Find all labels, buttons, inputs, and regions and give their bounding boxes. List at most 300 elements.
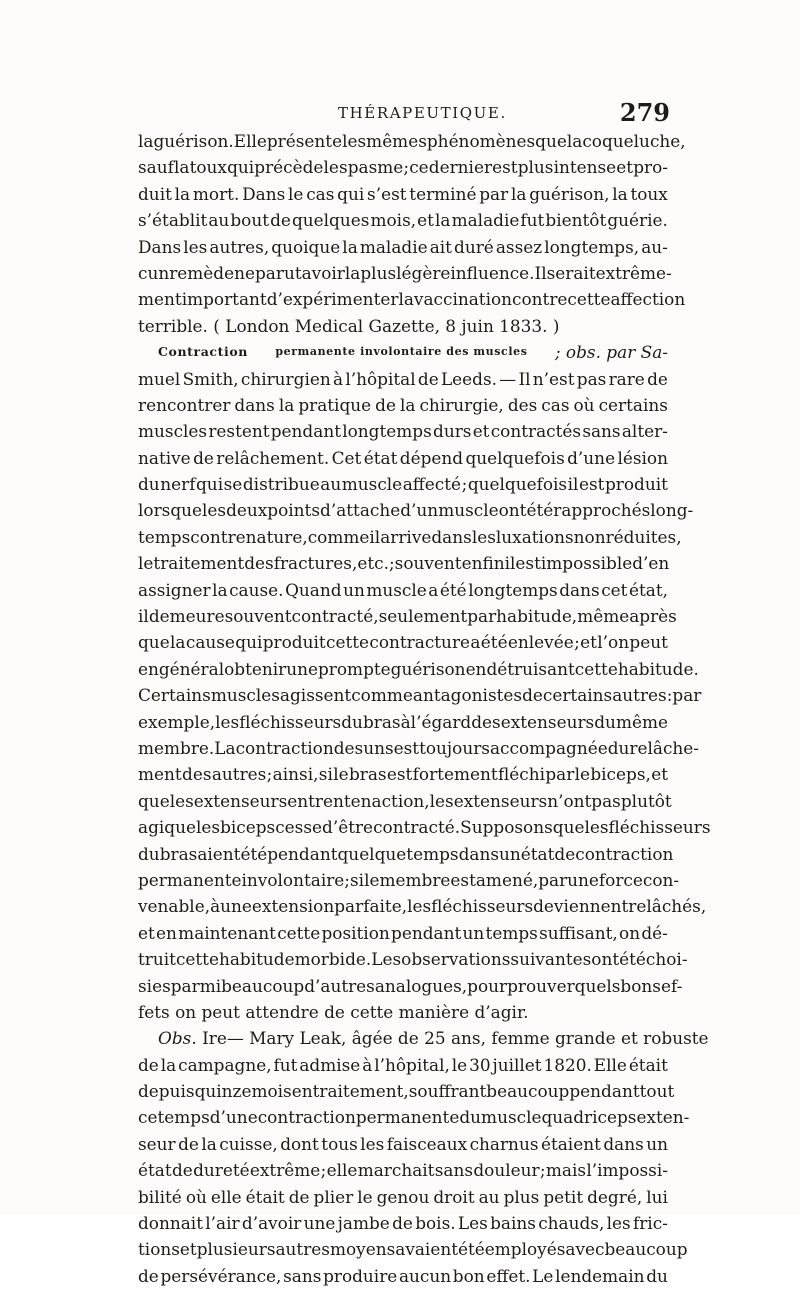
word: parfaite, [334, 896, 408, 917]
word: en [465, 658, 487, 679]
word: spasme [339, 157, 404, 178]
word: la [160, 1054, 177, 1075]
word: même [577, 606, 630, 627]
word: bras [159, 843, 198, 864]
word: dans [234, 394, 275, 415]
word: pratique [298, 394, 372, 415]
word: plier [313, 1186, 354, 1207]
word: ; [388, 553, 395, 574]
word: deviennent [533, 896, 629, 917]
word: la [510, 183, 527, 204]
text-line [138, 867, 680, 893]
text-line [138, 260, 672, 286]
word: beaucoup [604, 1239, 688, 1260]
word: de [270, 210, 291, 231]
word: en [138, 658, 159, 679]
word: du [138, 474, 160, 495]
word: quelque [337, 843, 407, 864]
word: Les [371, 949, 402, 970]
word: pendant [270, 421, 341, 442]
word: dé- [641, 922, 668, 943]
word: été [619, 949, 646, 970]
word: de [288, 1186, 310, 1207]
word: et [472, 421, 490, 442]
word: agi [138, 817, 165, 838]
word: distribue [242, 474, 320, 495]
word: depuis [138, 1081, 195, 1102]
word: cesse [275, 817, 323, 838]
word: s’est [367, 183, 407, 204]
word: action, [371, 790, 430, 811]
text-line [138, 603, 677, 629]
word: important [181, 289, 267, 310]
word: fléchi [497, 764, 545, 785]
word: les [202, 500, 227, 521]
word: quoique [271, 236, 341, 257]
word: du [138, 843, 160, 864]
word: muscle [481, 1107, 542, 1128]
word: de [193, 447, 214, 468]
word: des [507, 394, 538, 415]
word: de [375, 394, 396, 415]
word: cet [601, 579, 628, 600]
word: moyens [329, 1239, 396, 1260]
word: relâchés, [628, 896, 707, 917]
word: Il [518, 368, 531, 389]
word: : [666, 685, 673, 706]
text-line [138, 629, 668, 655]
word: général [158, 658, 225, 679]
word: que [138, 790, 170, 811]
word: muscle [366, 579, 427, 600]
text-line [138, 128, 686, 154]
word: s’établit [138, 210, 208, 231]
word: bout [230, 210, 270, 231]
word: longtemps, [544, 236, 640, 257]
word: du [459, 1107, 482, 1128]
word: dépend [399, 447, 464, 468]
word: coqueluche, [582, 131, 686, 151]
word: biceps [220, 817, 276, 838]
word: après [629, 606, 677, 627]
word: longtemps [468, 579, 558, 600]
observation-label [158, 1025, 227, 1051]
text-line [138, 234, 668, 260]
word: autres [612, 685, 667, 706]
word: plus [360, 262, 397, 283]
word: fortement [412, 764, 498, 785]
word: du [646, 1265, 668, 1286]
word: cette [574, 658, 618, 679]
word: la [342, 236, 358, 257]
word: cuisse, [219, 1133, 278, 1154]
word: de [138, 1054, 159, 1075]
word: ; [539, 1160, 546, 1181]
word: guérie. [607, 210, 668, 231]
section-attribution: ; obs. par Sa- [554, 342, 668, 363]
word: en [156, 922, 177, 943]
word: état [520, 843, 555, 864]
word: ne [234, 262, 255, 283]
word: habitude [218, 949, 295, 970]
word: charnus [469, 1133, 539, 1154]
observation-heading-line [138, 1025, 709, 1051]
word: elle [326, 1160, 358, 1181]
section-title-rest: permanente involontaire des muscles [275, 345, 528, 359]
word: cause [185, 632, 235, 653]
word: temps [406, 843, 459, 864]
text-line [138, 946, 688, 972]
word: un [499, 843, 521, 864]
word: guérison. [153, 131, 234, 151]
word: entrent [287, 790, 351, 811]
word: donnait [138, 1213, 203, 1234]
word: Quand [285, 579, 342, 600]
word: demeure [148, 606, 225, 627]
text-line [138, 1078, 675, 1104]
word: venable, [138, 896, 211, 917]
obs-number: Ire [202, 1028, 227, 1049]
word: si [318, 764, 333, 785]
word: bras [348, 764, 387, 785]
word: habitude, [496, 606, 578, 627]
word: et [651, 764, 668, 785]
word: avaient [395, 1239, 458, 1260]
word: qui [235, 632, 263, 653]
word: choi- [645, 949, 688, 970]
word: comme [307, 526, 370, 547]
word: des [182, 764, 212, 785]
word: des [471, 711, 501, 732]
word: de [417, 368, 439, 389]
word: une [303, 1213, 336, 1234]
word: et [417, 210, 434, 231]
word: relâchement. [216, 447, 330, 468]
word: aucun [398, 1265, 452, 1286]
word: deux [226, 500, 268, 521]
word: n’ont [547, 790, 592, 811]
word: état [363, 447, 398, 468]
word: est [386, 764, 413, 785]
word: morbide. [294, 949, 372, 970]
word: en [291, 1081, 313, 1102]
word: bon [452, 1265, 485, 1286]
word: fléchisseurs [239, 711, 342, 732]
text-line [138, 207, 668, 233]
word: extension [251, 896, 335, 917]
word: quadriceps [541, 1107, 637, 1128]
text-line-content: terrible. ( London Medical Gazette, 8 juin 1833. ) [138, 315, 560, 336]
word: parmi [170, 975, 222, 996]
word: contraction [575, 843, 674, 864]
word: mois, [370, 210, 417, 231]
text-line [138, 893, 707, 919]
word: ce [138, 1107, 158, 1128]
word: guérison [390, 658, 466, 679]
word: état [138, 1160, 172, 1181]
word: d’être [322, 817, 374, 838]
text-line [138, 471, 668, 497]
word: sauf [138, 157, 174, 178]
word: été [526, 500, 554, 521]
word: extenseurs [500, 711, 595, 732]
word: genou [376, 1186, 430, 1207]
word: employés [484, 1239, 566, 1260]
word: quelquefois [465, 447, 565, 468]
text-line [138, 709, 668, 735]
word: pas [576, 368, 607, 389]
word: aient [197, 843, 241, 864]
word: suivantes [510, 949, 592, 970]
word: l’air [205, 1213, 240, 1234]
word: maladie [451, 210, 520, 231]
word: enlevée [507, 632, 574, 653]
word: elle [210, 1186, 242, 1207]
word: est [393, 737, 420, 758]
word: rapprochés [553, 500, 651, 521]
word: luxations [495, 526, 574, 547]
word: 1820. [543, 1054, 592, 1075]
word: on [619, 922, 641, 943]
word: cette [175, 949, 219, 970]
section-title-contraction: Contraction [158, 344, 248, 360]
text-line [138, 154, 668, 180]
word: cun [138, 262, 170, 283]
word: pendant [267, 843, 338, 864]
text-line [138, 814, 711, 840]
word: pro- [633, 157, 668, 178]
word: la [138, 131, 154, 151]
word: bois. [415, 1213, 456, 1234]
word: dernier [428, 157, 493, 178]
word: de [554, 843, 576, 864]
word: non [573, 526, 606, 547]
word: terminé [409, 183, 477, 204]
word: à [400, 711, 411, 732]
word: quelquefois [467, 474, 568, 495]
word: bons [620, 975, 661, 996]
word: permanente [355, 1107, 460, 1128]
word: — [499, 368, 517, 389]
word: seulement [378, 606, 468, 627]
word: les [342, 131, 367, 151]
word: les [429, 790, 454, 811]
word: campagne, [178, 1054, 272, 1075]
word: analogues, [374, 975, 468, 996]
word: si [350, 869, 365, 890]
word: contracté. [373, 817, 461, 838]
word: Supposons [460, 817, 553, 838]
text-line [138, 1131, 668, 1157]
paragraph-contraction [138, 392, 711, 1025]
word: d’en [632, 553, 670, 574]
word: traitement [153, 553, 245, 574]
word: les [215, 711, 240, 732]
word: ; [344, 869, 350, 890]
section-heading-line [138, 339, 668, 365]
word: chirurgien [240, 368, 331, 389]
word: chauds, [538, 1213, 605, 1234]
body-text [138, 128, 711, 1289]
text-line [138, 1184, 668, 1210]
text-line [138, 181, 668, 207]
word: est [492, 157, 518, 178]
word: affecté [402, 474, 462, 495]
word: lendemain [555, 1265, 645, 1286]
running-head: THÉRAPEUTIQUE. [338, 104, 507, 122]
word: cas [306, 183, 335, 204]
word: la [344, 262, 361, 283]
word: ef- [660, 975, 683, 996]
text-line [138, 1052, 668, 1078]
word: contracture [369, 632, 471, 653]
word: bras [362, 711, 401, 732]
word: la [566, 131, 583, 151]
word: et [580, 632, 597, 653]
word: guérison, [529, 183, 610, 204]
word: réduites, [605, 526, 682, 547]
word: bilité [138, 1186, 182, 1207]
word: agissent [279, 685, 352, 706]
word: la [173, 157, 190, 178]
word: contractés [490, 421, 582, 442]
word: par [545, 764, 575, 785]
word: est [515, 553, 541, 574]
word: que [535, 131, 567, 151]
word: truit [138, 949, 176, 970]
word: amené, [475, 869, 539, 890]
word: chirurgie, [419, 394, 504, 415]
word: durs [433, 421, 472, 442]
word: ait [429, 236, 452, 257]
word: influence. [450, 262, 535, 283]
text-line [138, 497, 694, 523]
word: peut [629, 632, 668, 653]
text-line [138, 841, 674, 867]
word: la [399, 394, 416, 415]
word: était [628, 1054, 668, 1075]
word: Les [457, 1213, 488, 1234]
word: ; [574, 632, 580, 653]
word: long- [650, 500, 694, 521]
word: 30 [469, 1054, 491, 1075]
word: que [138, 632, 170, 653]
word: d’attache [320, 500, 401, 521]
word: admise [299, 1054, 361, 1075]
word: les [195, 817, 221, 838]
word: la [201, 1133, 217, 1154]
word: la [174, 183, 191, 204]
word: le [288, 183, 304, 204]
word: impossible [540, 553, 633, 574]
word: temps [157, 1107, 210, 1128]
paragraph-whooping-cough [138, 128, 686, 339]
word: enfin [461, 553, 505, 574]
word: maintenant [178, 922, 276, 943]
word: toujours [419, 737, 490, 758]
text-line [138, 1104, 690, 1130]
word: par [672, 685, 702, 706]
word: fut [520, 210, 545, 231]
text-line [138, 577, 668, 603]
word: bientôt [545, 210, 607, 231]
word: dans [603, 1133, 644, 1154]
word: ; [403, 157, 410, 178]
word: contraction [235, 737, 334, 758]
word: sans [582, 421, 621, 442]
word: Dans [138, 236, 182, 257]
obs-label: Obs. [158, 1028, 197, 1049]
word: plusieurs [196, 1239, 276, 1260]
word: par [538, 869, 568, 890]
word: produire [323, 1265, 398, 1286]
word: une [220, 896, 252, 917]
text-line [138, 999, 668, 1025]
word: contre [190, 526, 246, 547]
word: des [333, 737, 364, 758]
word: sans [434, 1160, 474, 1181]
word: a [428, 579, 439, 600]
word: précède [254, 157, 324, 178]
word: souffrant [408, 1081, 487, 1102]
word: ce [409, 157, 429, 178]
word: extrême [249, 1160, 321, 1181]
word: quinze [194, 1081, 252, 1102]
word: duit [138, 183, 172, 204]
text-line [138, 286, 686, 312]
word: biceps, [590, 764, 651, 785]
word: une [286, 658, 318, 679]
word: juillet [492, 1054, 542, 1075]
word: effet. [486, 1265, 531, 1286]
word: phénomènes [426, 131, 536, 151]
word: d’expérimenter [266, 289, 399, 310]
word: le [451, 1054, 468, 1075]
word: l’impossi- [586, 1160, 668, 1181]
word: ; [266, 764, 273, 785]
word: été [480, 632, 508, 653]
word: Il [534, 262, 547, 283]
word: ont [498, 500, 527, 521]
word: petit [543, 1186, 584, 1207]
word: permanente [138, 869, 242, 890]
word: d’autres [304, 975, 375, 996]
word: il [567, 474, 579, 495]
word: temps [138, 526, 191, 547]
word: autres [211, 764, 267, 785]
word: alter- [621, 421, 668, 442]
word: muel [138, 368, 181, 389]
word: Cet [331, 447, 362, 468]
word: de [138, 1265, 159, 1286]
word: accompagnée [489, 737, 608, 758]
word: et [138, 922, 155, 943]
word: serait [546, 262, 596, 283]
word: con- [642, 869, 680, 890]
page-number: 279 [619, 98, 670, 127]
word: vaccination [413, 289, 513, 310]
word: observations [401, 949, 511, 970]
word: position [321, 922, 390, 943]
word: force [598, 869, 643, 890]
word: qui [196, 474, 224, 495]
word: nerf [160, 474, 196, 495]
word: contre [512, 289, 568, 310]
word: les [584, 817, 609, 838]
word: que [164, 817, 196, 838]
word: fléchisseurs [608, 817, 711, 838]
word: état, [628, 579, 668, 600]
